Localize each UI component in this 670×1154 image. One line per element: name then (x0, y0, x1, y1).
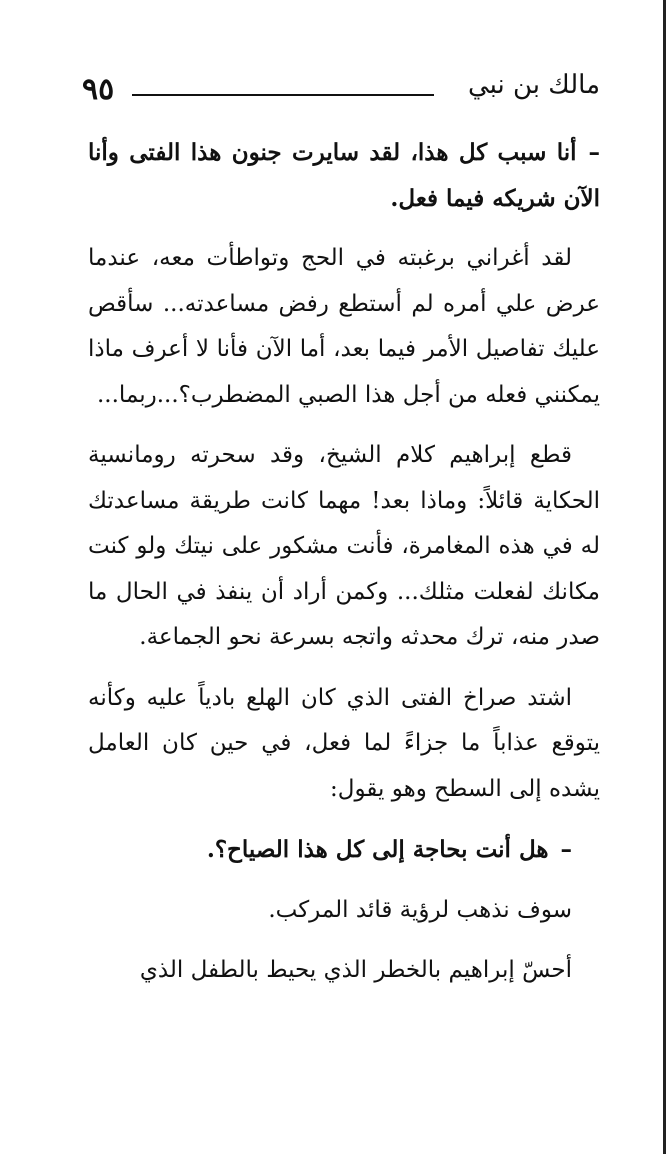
paragraph-7: أحسّ إبراهيم بالخطر الذي يحيط بالطفل الذي (139, 957, 572, 983)
page-body (88, 130, 600, 994)
dialogue-text: هل أنت بحاجة إلى كل هذا الصياح؟. (206, 836, 549, 863)
running-title: مالك بن نبي (468, 70, 600, 100)
page-number: ٩٥ (82, 72, 115, 107)
dialogue-line-1 (88, 130, 600, 221)
paragraph-3: قطع إبراهيم كلام الشيخ، وقد سحرته رومانسية الحكاية قائلاً: وماذا بعد! مهما كانت طريقة مساعدتك له في هذه المغامرة، فأنت مشكور على نيتك ولو كنت مكانك لفعلت مثلك... وكمن أراد أن ينفذ في الحال ما صدر منه، ترك محدثه واتجه بسرعة نحو الجماعة. (88, 442, 600, 650)
dialogue-dash: – (588, 139, 600, 166)
paragraph-4: اشتد صراخ الفتى الذي كان الهلع بادياً عليه وكأنه يتوقع عذاباً ما جزاءً لما فعل، في حين كان العامل يشده إلى السطح وهو يقول: (88, 684, 600, 802)
header-rule (132, 94, 434, 96)
dialogue-line-2 (88, 827, 600, 873)
paragraph-6: سوف نذهب لرؤية قائد المركب. (268, 896, 572, 923)
dialogue-dash: – (560, 836, 572, 863)
page-header (82, 70, 600, 110)
page-edge-line (663, 0, 666, 1154)
dialogue-text: أنا سبب كل هذا، لقد سايرت جنون هذا الفتى وأنا الآن شريكه فيما فعل. (88, 139, 600, 212)
paragraph-2: لقد أغراني برغبته في الحج وتواطأت معه، عندما عرض علي أمره لم أستطع رفض مساعدته... سأقص عليك تفاصيل الأمر فيما بعد، أما الآن فأنا لا أعرف ماذا يمكنني فعله من أجل هذا الصبي المضطرب؟...ربما... (88, 245, 600, 408)
